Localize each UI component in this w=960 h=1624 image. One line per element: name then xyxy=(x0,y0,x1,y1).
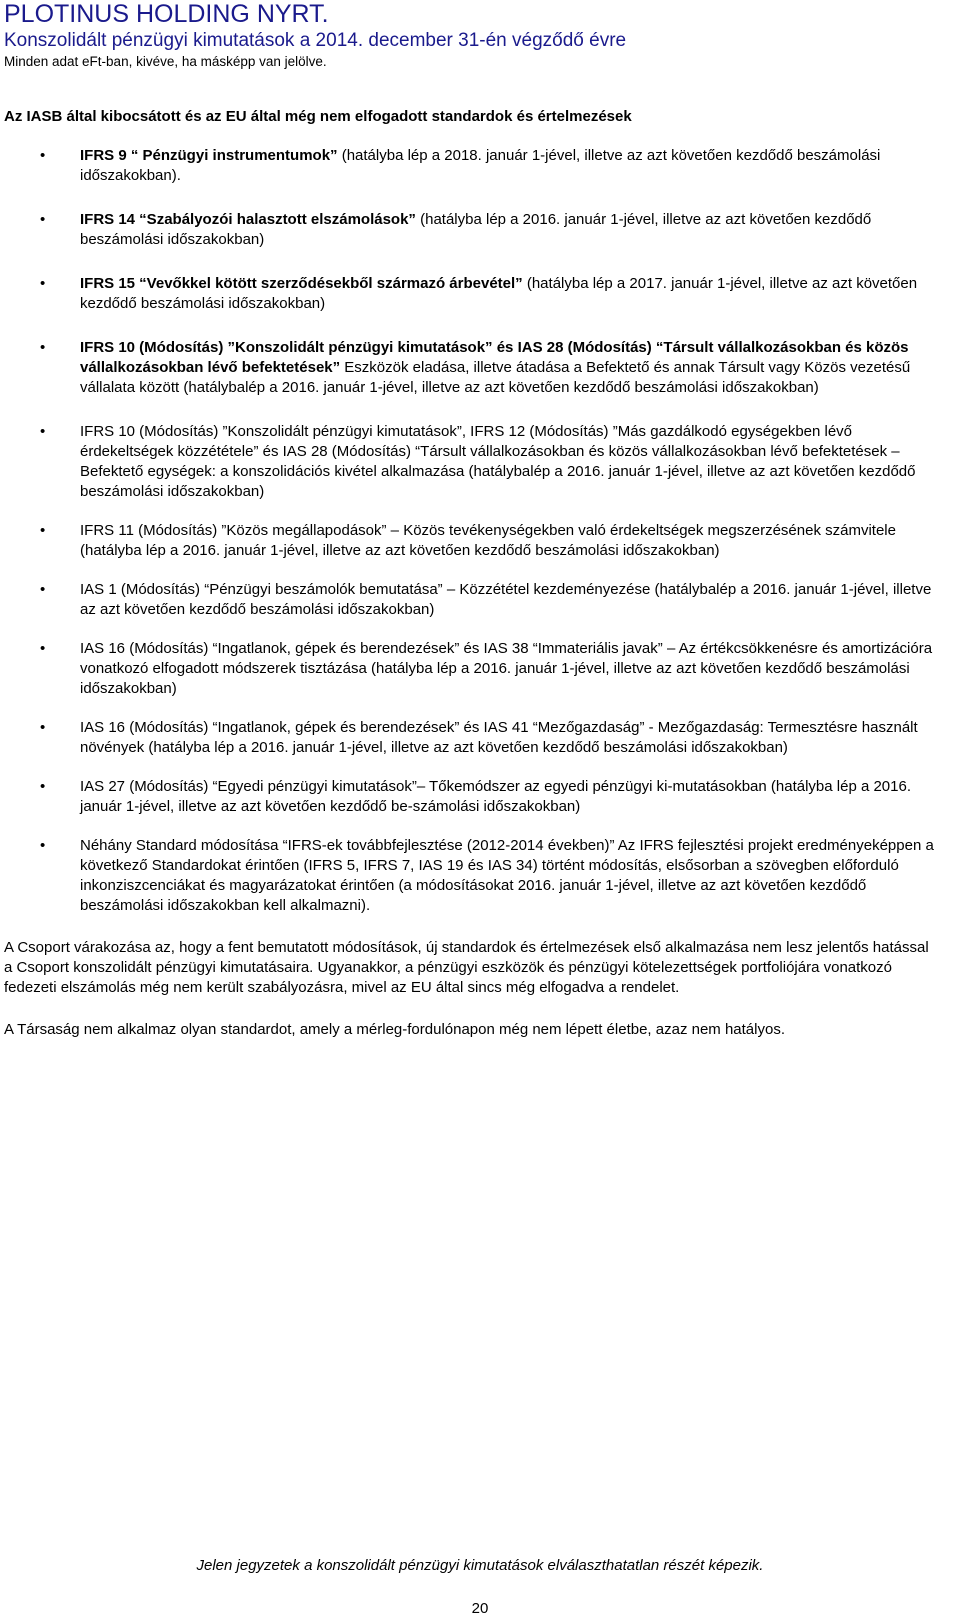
standard-detail: IAS 1 (Módosítás) “Pénzügyi beszámolók bemutatása” – Közzététel kezdeményezése (hatálybalép a 2016. január 1-jével, illetve az azt követően kezdődő beszámolási időszakokban) xyxy=(80,581,932,618)
list-item xyxy=(0,639,960,699)
non-effective-standards-paragraph: A Társaság nem alkalmaz olyan standardot, amely a mérleg-fordulónapon még nem lépett életbe, azaz nem hatályos. xyxy=(4,1021,785,1038)
list-item xyxy=(0,718,960,758)
bullet-icon: • xyxy=(40,339,46,356)
standard-detail: (hatályba lép a 2018. január 1-jével, illetve az azt követően kezdődő beszámolási időszakokban). xyxy=(80,147,881,184)
standards-list xyxy=(0,146,960,935)
bullet-icon: • xyxy=(40,423,46,440)
company-name: PLOTINUS HOLDING NYRT. xyxy=(4,0,329,28)
list-item xyxy=(0,422,960,502)
bullet-icon: • xyxy=(40,211,46,228)
list-item xyxy=(0,338,960,398)
standard-detail: (hatályba lép a 2017. január 1-jével, illetve az azt követően kezdődő beszámolási időszakokban) xyxy=(80,275,918,312)
bullet-icon: • xyxy=(40,581,46,598)
list-item xyxy=(0,777,960,817)
standard-detail: IFRS 11 (Módosítás) ”Közös megállapodások” – Közös tevékenységekben való érdekeltségek megszerzésének számvitele (hatályba lép a 2016. január 1-jével, illetve az azt követően kezdődő beszámolási időszakokban) xyxy=(80,522,896,559)
report-title: Konszolidált pénzügyi kimutatások a 2014. december 31-én végződő évre xyxy=(4,30,627,51)
standard-name: IFRS 14 “Szabályozói halasztott elszámolások” xyxy=(80,211,421,228)
bullet-icon: • xyxy=(40,778,46,795)
bullet-icon: • xyxy=(40,147,46,164)
bullet-icon: • xyxy=(40,640,46,657)
standard-name: IFRS 10 (Módosítás) ”Konszolidált pénzügyi kimutatások” és IAS 28 (Módosítás) “Társult vállalkozásokban és közös vállalkozásokban lévő befektetések” xyxy=(80,339,909,376)
bullet-icon: • xyxy=(40,275,46,292)
list-item xyxy=(0,580,960,620)
list-item xyxy=(0,146,960,186)
standard-detail: IAS 27 (Módosítás) “Egyedi pénzügyi kimutatások”– Tőkemódszer az egyedi pénzügyi ki-mutatásokban (hatályba lép a 2016. január 1-jével, illetve az azt követően kezdődő be-számolási időszakokban) xyxy=(80,778,912,815)
bullet-icon: • xyxy=(40,522,46,539)
standard-name: IFRS 15 “Vevőkkel kötött szerződésekből származó árbevétel” xyxy=(80,275,527,292)
standard-detail: IFRS 10 (Módosítás) ”Konszolidált pénzügyi kimutatások”, IFRS 12 (Módosítás) ”Más gazdálkodó egységekben lévő érdekeltségek közzététele” és IAS 28 (Módosítás) “Társult vállalkozásokban és közös vállalkozásokban lévő befektetések – Befektető egységek: a konszolidációs kivétel alkalmazása (hatálybalép a 2016. január 1-jével, illetve az azt követően kezdődő beszámolási időszakokban) xyxy=(80,423,916,500)
standard-detail: (hatályba lép a 2016. január 1-jével, illetve az azt követően kezdődő beszámolási időszakokban) xyxy=(80,211,872,248)
standard-detail: IAS 16 (Módosítás) “Ingatlanok, gépek és berendezések” és IAS 38 “Immateriális javak” – Az értékcsökkenésre és amortizációra vonatkozó elfogadott módszerek tisztázása (hatályba lép a 2016. január 1-jével, illetve az azt követően kezdődő beszámolási időszakokban) xyxy=(80,640,933,697)
standard-detail: Néhány Standard módosítása “IFRS-ek továbbfejlesztése (2012-2014 években)” Az IFRS fejlesztési projekt eredményeképpen a következő Standardokat érintően (IFRS 5, IFRS 7, IAS 19 és IAS 34) történt módosítás, elsősorban a szövegben előforduló inkonziszcenciákat és magyarázatokat érintően (a módosításokat 2016. január 1-jével, illetve az azt követően kezdődő beszámolási időszakokban kell alkalmazni). xyxy=(80,837,934,914)
standard-detail: Eszközök eladása, illetve átadása a Befektető és annak Társult vagy Közös vezetésű vállalata között (hatálybalép a 2016. január 1-jével, illetve az azt követően kezdődő beszámolási időszakokban) xyxy=(80,359,911,396)
standard-name: IFRS 9 “ Pénzügyi instrumentumok” xyxy=(80,147,342,164)
section-heading: Az IASB által kibocsátott és az EU által még nem elfogadott standardok és értelmezések xyxy=(4,108,632,125)
list-item xyxy=(0,210,960,250)
bullet-icon: • xyxy=(40,719,46,736)
standard-detail: IAS 16 (Módosítás) “Ingatlanok, gépek és berendezések” és IAS 41 “Mezőgazdaság” - Mezőgazdaság: Termesztésre használt növények (hatályba lép a 2016. január 1-jével, illetve az azt követően kezdődő beszámolási időszakokban) xyxy=(80,719,918,756)
list-item xyxy=(0,274,960,314)
list-item xyxy=(0,836,960,916)
currency-note: Minden adat eFt-ban, kivéve, ha másképp van jelölve. xyxy=(4,54,327,69)
bullet-icon: • xyxy=(40,837,46,854)
page-number: 20 xyxy=(471,1600,489,1617)
expectation-paragraph: A Csoport várakozása az, hogy a fent bemutatott módosítások, új standardok és értelmezések első alkalmazása nem lesz jelentős hatással a Csoport konszolidált pénzügyi kimutatásaira. Ugyanakkor, a pénzügyi eszközök és pénzügyi kötelezettségek portfoliójára vonatkozó fedezeti elszámolás még nem került szabályozásra, mivel az EU által sincs még elfogadva a rendelet. xyxy=(4,939,929,996)
footer-note: Jelen jegyzetek a konszolidált pénzügyi kimutatások elválaszthatatlan részét képezik. xyxy=(196,1557,764,1574)
list-item xyxy=(0,521,960,561)
